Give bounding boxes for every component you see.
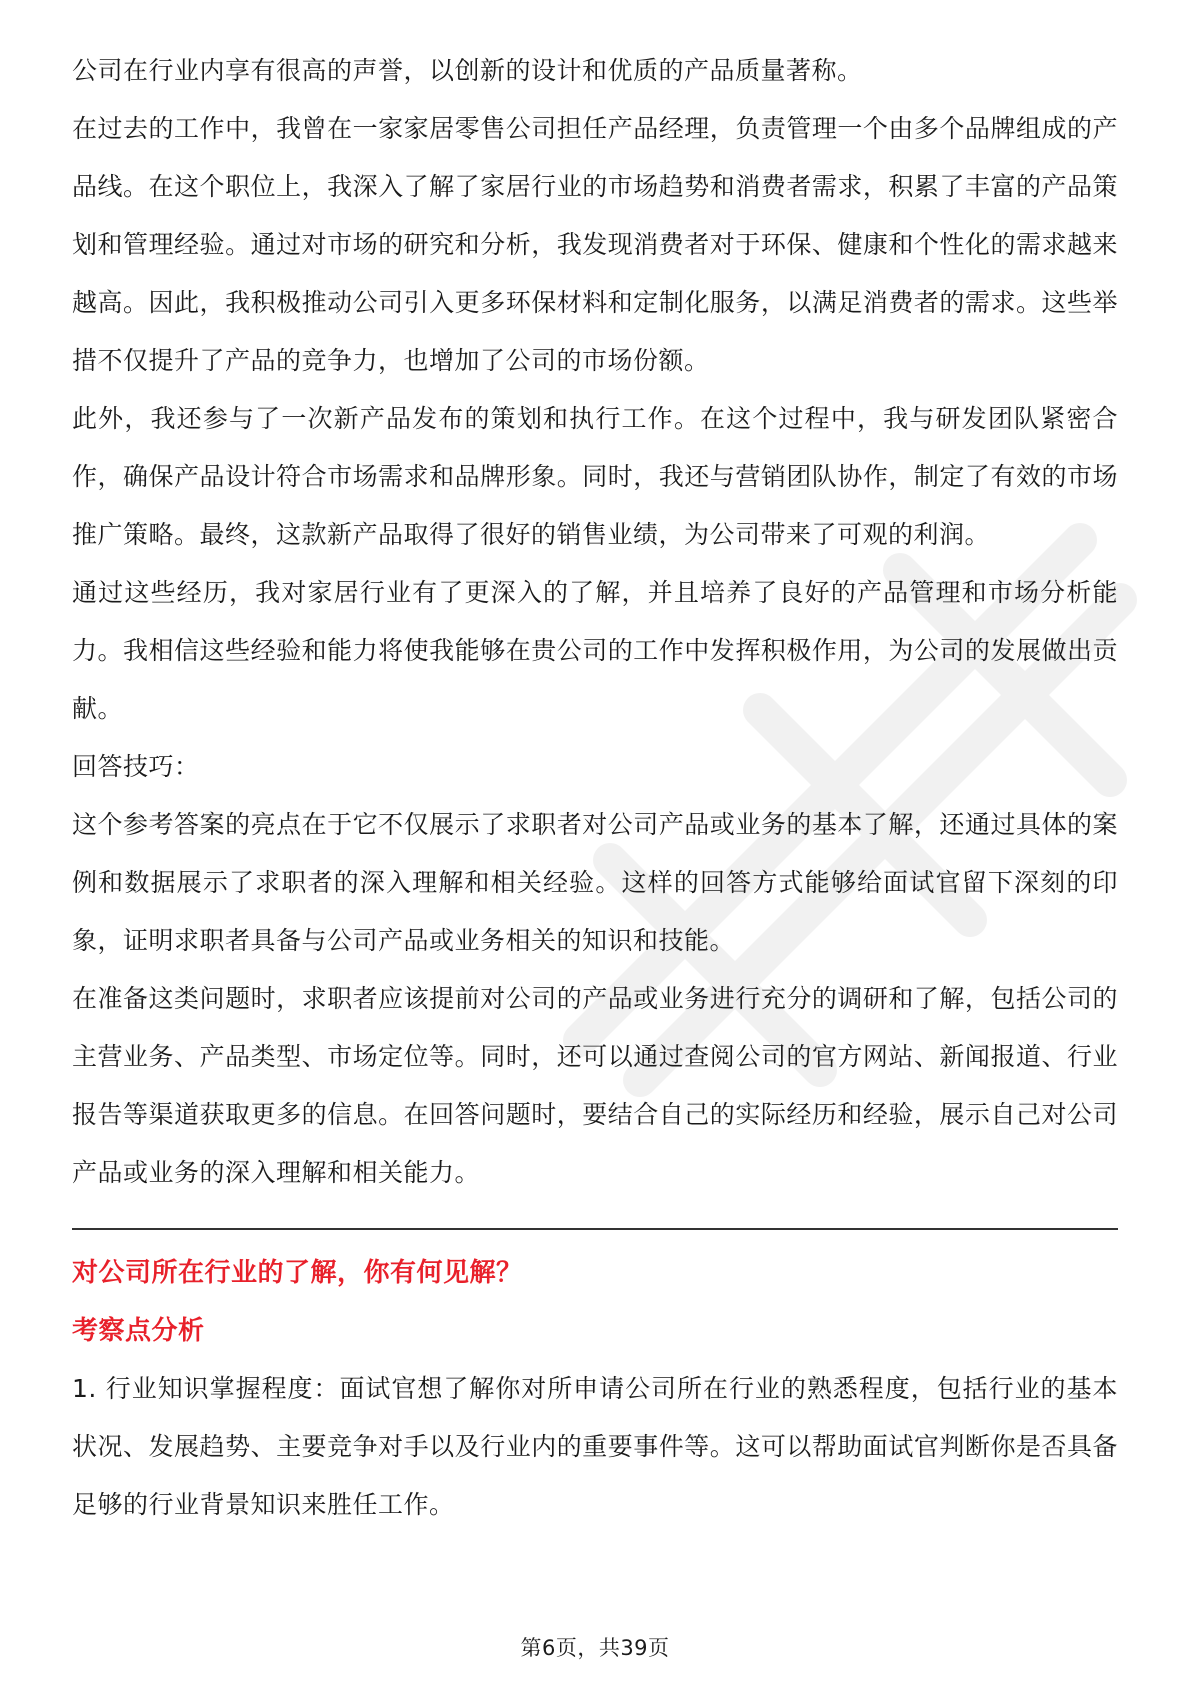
analysis-heading: 考察点分析 — [72, 1316, 205, 1346]
paragraph-past-work: 在过去的工作中，我曾在一家家居零售公司担任产品经理，负责管理一个由多个品牌组成的产品线。在这个职位上，我深入了解了家居行业的市场趋势和消费者需求，积累了丰富的产品策划和管理经验。通过对市场的研究和分析，我发现消费者对于环保、健康和个性化的需求越来越高。因此，我积极推动公司引入更多环保材料和定制化服务，以满足消费者的需求。这些举措不仅提升了产品的竞争力，也增加了公司的市场份额。 — [72, 114, 1118, 375]
page-number: 第6页，共39页 — [520, 1636, 670, 1660]
paragraph-summary: 通过这些经历，我对家居行业有了更深入的了解，并且培养了良好的产品管理和市场分析能力。我相信这些经验和能力将使我能够在贵公司的工作中发挥积极作用，为公司的发展做出贡献。 — [72, 578, 1118, 723]
tips-label: 回答技巧： — [72, 752, 200, 781]
paragraph-answer-highlight: 这个参考答案的亮点在于它不仅展示了求职者对公司产品或业务的基本了解，还通过具体的案例和数据展示了求职者的深入理解和相关经验。这样的回答方式能够给面试官留下深刻的印象，证明求职者具备与公司产品或业务相关的知识和技能。 — [72, 810, 1118, 955]
paragraph-company-reputation: 公司在行业内享有很高的声誉，以创新的设计和优质的产品质量著称。 — [72, 56, 863, 85]
analysis-point-1: 1. 行业知识掌握程度：面试官想了解你对所申请公司所在行业的熟悉程度，包括行业的基本状况、发展趋势、主要竞争对手以及行业内的重要事件等。这可以帮助面试官判断你是否具备足够的行业背景知识来胜任工作。 — [72, 1374, 1118, 1519]
paragraph-preparation: 在准备这类问题时，求职者应该提前对公司的产品或业务进行充分的调研和了解，包括公司的主营业务、产品类型、市场定位等。同时，还可以通过查阅公司的官方网站、新闻报道、行业报告等渠道获取更多的信息。在回答问题时，要结合自己的实际经历和经验，展示自己对公司产品或业务的深入理解和相关能力。 — [72, 984, 1118, 1187]
question-title: 对公司所在行业的了解，你有何见解？ — [72, 1258, 523, 1288]
paragraph-product-launch: 此外，我还参与了一次新产品发布的策划和执行工作。在这个过程中，我与研发团队紧密合作，确保产品设计符合市场需求和品牌形象。同时，我还与营销团队协作，制定了有效的市场推广策略。最终，这款新产品取得了很好的销售业绩，为公司带来了可观的利润。 — [72, 404, 1118, 549]
section-divider — [72, 1228, 1118, 1230]
document-page — [72, 42, 1118, 1534]
